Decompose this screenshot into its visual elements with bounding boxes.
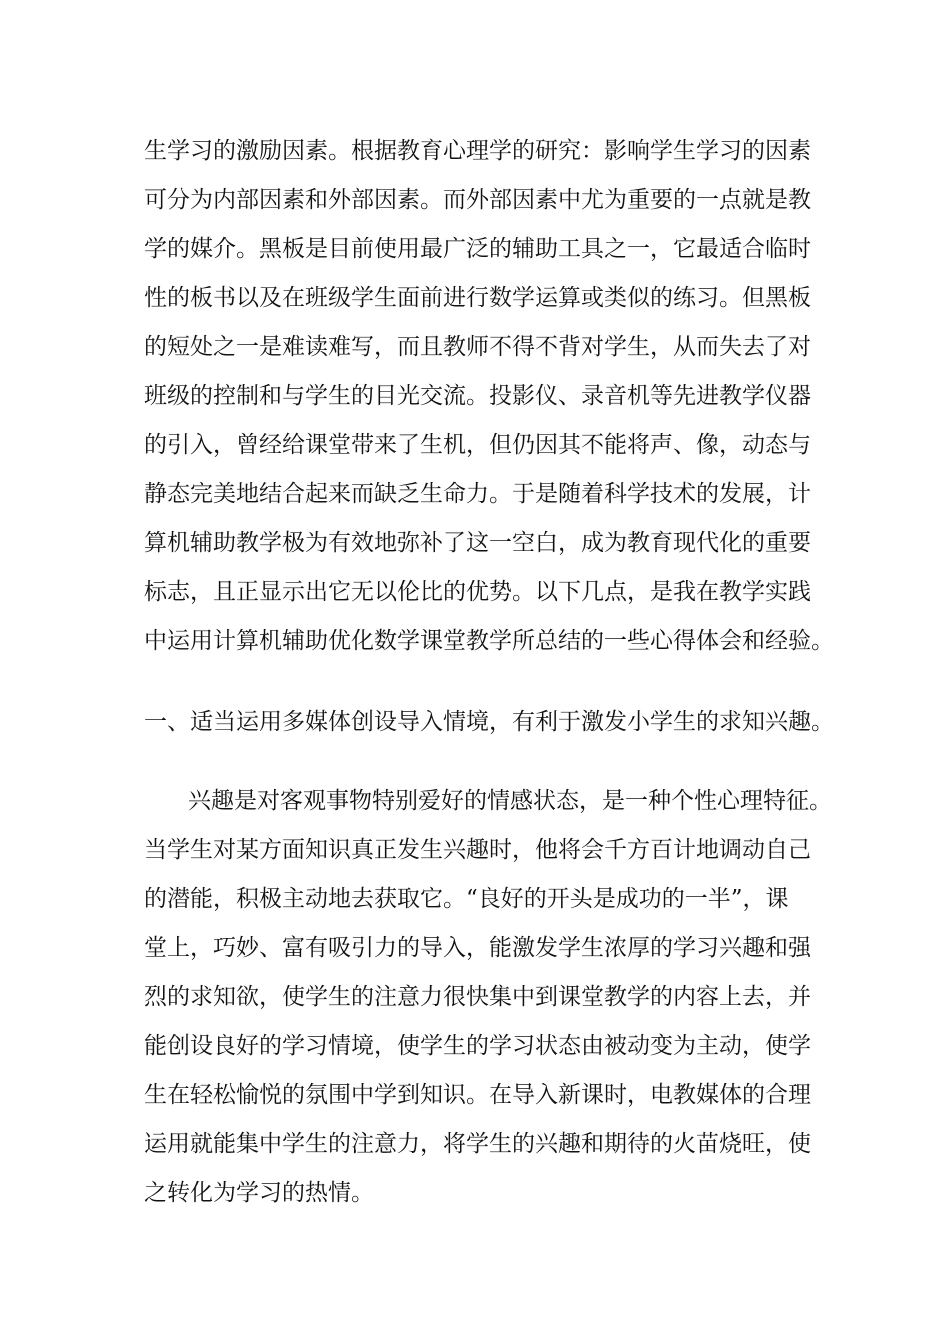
paragraph-2-line: 兴趣是对客观事物特别爱好的情感状态，是一种个性心理特征。: [188, 788, 832, 814]
paragraph-1-line: 班级的控制和与学生的目光交流。投影仪、录音机等先进教学仪器: [144, 383, 811, 409]
paragraph-1-line: 可分为内部因素和外部因素。而外部因素中尤为重要的一点就是教: [144, 187, 811, 213]
paragraph-1-line: 标志，且正显示出它无以伦比的优势。以下几点，是我在教学实践: [144, 579, 811, 605]
section-heading: 一、适当运用多媒体创设导入情境，有利于激发小学生的求知兴趣。: [144, 709, 834, 735]
paragraph-2-line: 的潜能，积极主动地去获取它。“良好的开头是成功的一半”，课: [144, 886, 789, 912]
paragraph-1-line: 算机辅助教学极为有效地弥补了这一空白，成为教育现代化的重要: [144, 530, 811, 556]
paragraph-2-line: 运用就能集中学生的注意力，将学生的兴趣和期待的火苗烧旺，使: [144, 1131, 811, 1157]
paragraph-1-line: 的短处之一是难读难写，而且教师不得不背对学生，从而失去了对: [144, 334, 811, 360]
paragraph-2-line: 之转化为学习的热情。: [144, 1180, 374, 1206]
paragraph-1-line: 生学习的激励因素。根据教育心理学的研究：影响学生学习的因素: [144, 138, 811, 164]
paragraph-2-line: 生在轻松愉悦的氛围中学到知识。在导入新课时，电教媒体的合理: [144, 1082, 811, 1108]
paragraph-1-line: 性的板书以及在班级学生面前进行数学运算或类似的练习。但黑板: [144, 285, 811, 311]
paragraph-1-line: 学的媒介。黑板是目前使用最广泛的辅助工具之一，它最适合临时: [144, 236, 811, 262]
paragraph-1-line: 的引入，曾经给课堂带来了生机，但仍因其不能将声、像，动态与: [144, 432, 811, 458]
paragraph-2-line: 能创设良好的学习情境，使学生的学习状态由被动变为主动，使学: [144, 1033, 811, 1059]
paragraph-1-line: 静态完美地结合起来而缺乏生命力。于是随着科学技术的发展，计: [144, 481, 811, 507]
paragraph-1-line: 中运用计算机辅助优化数学课堂教学所总结的一些心得体会和经验。: [144, 628, 834, 654]
paragraph-2-line: 堂上，巧妙、富有吸引力的导入，能激发学生浓厚的学习兴趣和强: [144, 935, 811, 961]
paragraph-2-line: 烈的求知欲，使学生的注意力很快集中到课堂教学的内容上去，并: [144, 984, 811, 1010]
paragraph-2-line: 当学生对某方面知识真正发生兴趣时，他将会千方百计地调动自己: [144, 837, 811, 863]
